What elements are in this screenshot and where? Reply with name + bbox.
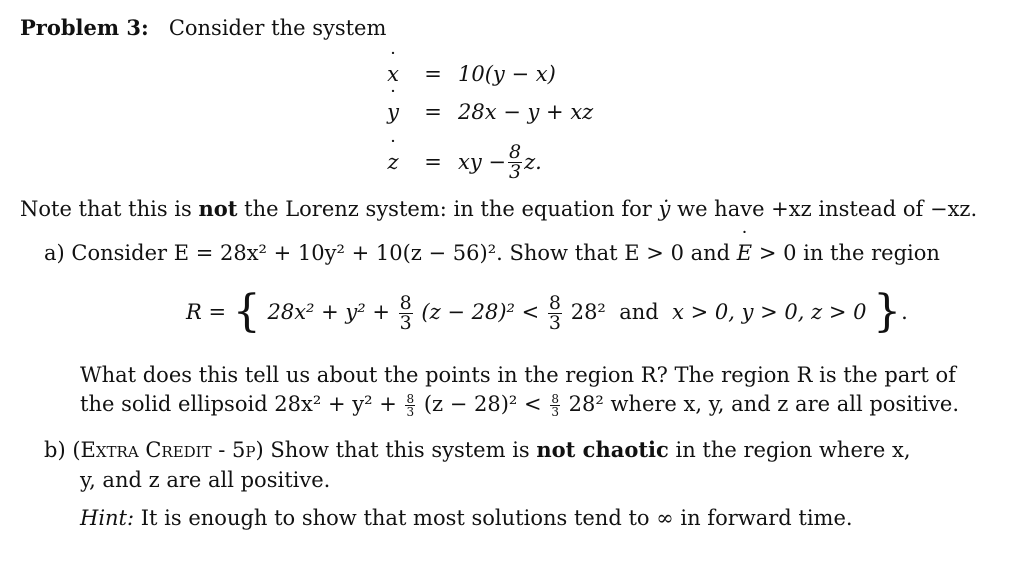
note-var: ẏ: [658, 197, 671, 221]
eq3-rel: =: [424, 150, 442, 174]
note-line: Note that this is not the Lorenz system: in the equation for ẏ we have +xz instead of −xz.: [20, 196, 978, 221]
eq1-rhs: 10(y − x): [458, 62, 556, 86]
part-b-bold: not chaotic: [536, 437, 669, 462]
extra-credit: (Extra Credit - 5p): [72, 438, 264, 462]
hint-label: Hint:: [80, 506, 135, 530]
region-definition: R = { 28x² + y² + $\frac{8}{3}$ (z − 28)² < $\frac{8}{3}$ 28² and x > 0, y > 0, z > 0 }.: [186, 285, 908, 337]
eq3-rhs: xy − $\frac{8}{3}$ z.: [458, 140, 542, 183]
part-a-line1: a) Consider E = 28x² + 10y² + 10(z − 56)². Show that E > 0 and E ˙ > 0 in the region: [44, 240, 940, 266]
part-a-question-1: What does this tell us about the points in the region R? The region R is the part of: [80, 363, 956, 387]
part-b-label: b): [44, 438, 66, 462]
eq2-lhs: y ˙: [378, 98, 408, 126]
eq3-lhs: z ˙: [378, 136, 408, 188]
eq2-rhs: 28x − y + xz: [458, 100, 594, 124]
part-a-question-2: the solid ellipsoid 28x² + y² + $\frac{8}{3}$ (z − 28)² < $\frac{8}{3}$ 28² where x, y, and z are all positive.: [80, 392, 960, 419]
problem-heading: [20, 15, 386, 41]
problem-intro: Consider the system: [168, 16, 387, 40]
eq1-lhs: x ˙: [378, 60, 408, 88]
hint-line: Hint: It is enough to show that most solutions tend to ∞ in forward time.: [80, 506, 853, 530]
eq1-rel: =: [424, 62, 442, 86]
problem-label: Problem 3:: [20, 15, 149, 40]
eq2-rel: =: [424, 100, 442, 124]
part-a-label: a): [44, 241, 65, 265]
note-bold: not: [198, 196, 238, 221]
equation-system: [378, 60, 593, 188]
part-b-line2: y, and z are all positive.: [80, 468, 331, 492]
part-b-line1: b) (Extra Credit - 5p) Show that this system is not chaotic in the region where x,: [44, 437, 911, 462]
edot: E ˙: [737, 240, 752, 266]
eq3-fraction: $\frac{8}{3}$: [508, 140, 522, 183]
